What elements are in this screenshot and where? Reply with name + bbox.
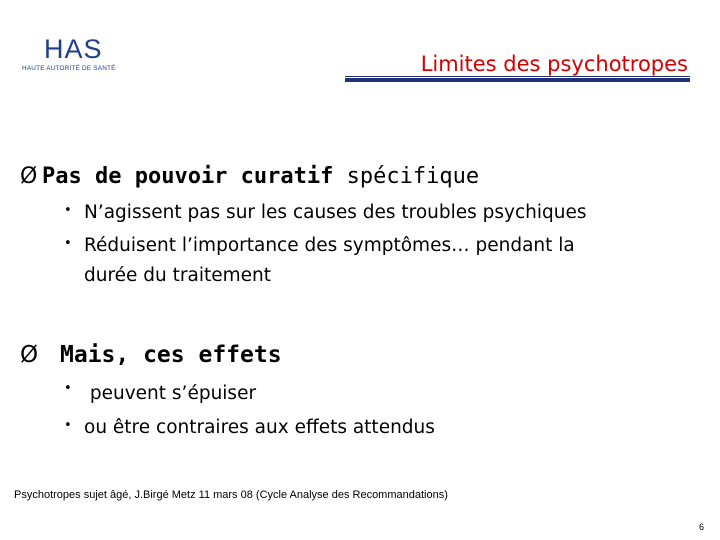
footer-text: Psychotropes sujet âgé, J.Birgé Metz 11 mars 08 (Cycle Analyse des Recommandations)	[14, 489, 448, 501]
arrow-bullet-icon: Ø	[20, 164, 38, 189]
section1-heading-bold: Pas de pouvoir curatif	[42, 164, 334, 189]
bullet-dot-icon: •	[64, 381, 72, 396]
section2-bullet-2: ou être contraires aux effets attendus	[84, 417, 435, 438]
bullet-dot-icon: •	[64, 236, 72, 251]
section1-bullet-2: Réduisent l’importance des symptômes… pendant la	[84, 235, 575, 256]
title-underline-bar	[345, 78, 690, 82]
section1-heading	[20, 164, 479, 189]
arrow-bullet-icon: Ø	[20, 342, 39, 368]
section1-bullet-2-cont: durée du traitement	[84, 265, 272, 286]
logo-subtitle: HAUTE AUTORITÉ DE SANTÉ	[22, 65, 116, 72]
section2-heading	[20, 342, 282, 368]
section2-heading-text: Mais, ces effets	[60, 342, 282, 368]
logo-mark: HAS	[44, 34, 103, 64]
section1-heading-rest: spécifique	[333, 164, 480, 189]
has-logo	[22, 34, 134, 78]
bullet-dot-icon: •	[64, 418, 72, 433]
page-number: 6	[698, 522, 704, 532]
section1-bullet-1: N’agissent pas sur les causes des troubles psychiques	[84, 202, 587, 223]
section2-bullet-1: peuvent s’épuiser	[84, 383, 257, 404]
bullet-dot-icon: •	[64, 203, 72, 218]
title-underline-thin	[345, 76, 690, 77]
slide-title: Limites des psychotropes	[420, 52, 688, 76]
